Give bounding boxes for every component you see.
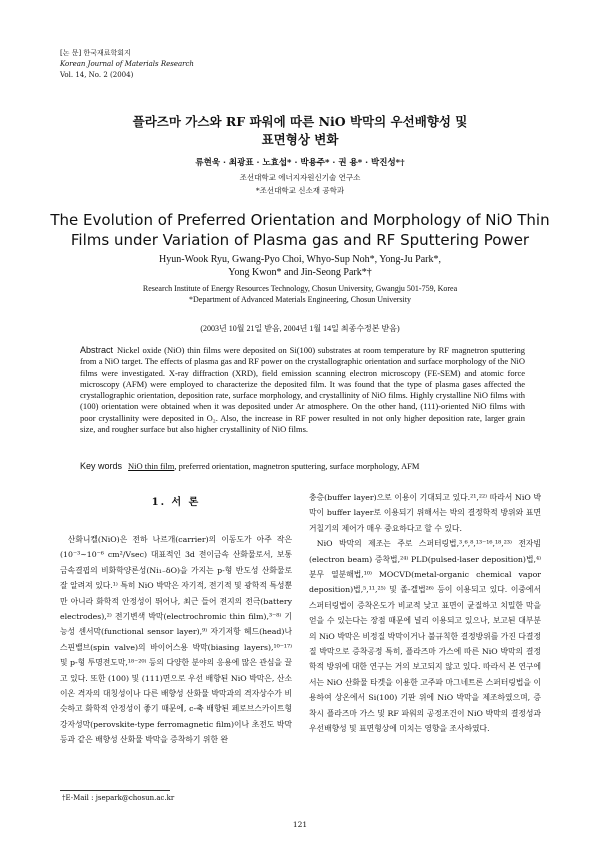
- abstract: [80, 345, 525, 435]
- english-authors-line1: Hyun-Wook Ryu, Gwang-Pyo Choi, Whyo-Sup Noh*, Yong-Ju Park*,: [159, 254, 441, 265]
- english-affiliation-1: Research Institute of Energy Resources Technology, Chosun University, Gwangju 501-759, Korea: [142, 284, 458, 293]
- footnote: †E-Mail : jsepark@chosun.ac.kr: [62, 794, 175, 802]
- keywords: [80, 461, 525, 471]
- abstract-label: Abstract: [80, 345, 114, 355]
- english-title-line2: Films under Variation of Plasma gas and RF Sputtering Power: [70, 231, 530, 249]
- english-authors-line2: Yong Kwon* and Jin-Seong Park*†: [228, 267, 372, 278]
- journal-volume: Vol. 14, No. 2 (2004): [60, 71, 134, 79]
- keywords-label: Key words: [80, 461, 123, 471]
- page-number: 121: [292, 820, 308, 829]
- right-column: [309, 490, 541, 737]
- korean-title-line2: 표면형상 변화: [261, 132, 339, 147]
- footnote-rule: [60, 790, 170, 791]
- abstract-text: Nickel oxide (NiO) thin films were deposited on Si(100) substrates at room temperature by RF magnetron sputtering from a NiO target. The effects of plasma gas and RF power on the crystallographic orientation and surface morphology of the NiO films were investigated. X-ray diffraction (XRD), field emission scanning electron microscopy (FE-SEM) and atomic force microscopy (AFM) were employed to characterize the deposited film. It was found that the type of plasma gases affected the crystallographic orientation, deposition rate, surface morphology, and crystallinity of NiO films. Highly crystalline NiO films with (100) orientation were obtained when it was deposited under Ar atmosphere. On the other hand, (111)-oriented NiO films with poor crystallinity were deposited in O₂. Also, the increase in RF power resulted in not only higher deposition rate, larger grain size, and rougher surface but also higher crystallinity of NiO films.: [80, 345, 525, 435]
- right-paragraph-1: 충층(buffer layer)으로 이용이 기대되고 있다.²¹,²²⁾ 따라서 NiO 박막이 buffer layer로 이용되기 위해서는 박의 결정학적 방위와 표면 거칠기의 제어가 매우 중요하다고 할 수 있다.: [309, 493, 541, 533]
- korean-title: [60, 113, 540, 149]
- korean-affiliation-2: *조선대학교 신소재 공학과: [255, 186, 345, 195]
- left-column: [60, 532, 292, 748]
- left-paragraph: 산화니켈(NiO)은 전하 나르개(carrier)의 이동도가 아주 작은 (10⁻³~10⁻⁶ cm²/Vsec) 대표적인 3d 전이금속 산화물로서, 보통 금속결핍의 비화학양론성(Ni₁₋δO)을 가지는 p-형 반도성 산화물로 잘 알려져 있다.¹⁾ 특히 NiO 박막은 자기적, 전기적 및 광학적 특성뿐만 아니라 화학적 안정성이 뛰어나, 최근 들어 전지의 전극(battery electrodes),²⁾ 전기변색 박막(electrochromic thin film),³⁻⁸⁾ 기능성 센서막(functional sensor layer),⁹⁾ 자기저항 헤드(head)나 스핀밸브(spin valve)의 바이어스용 박막(biasing layers),¹⁰⁻¹⁷⁾ 및 p-형 투명전도막,¹⁸⁻²⁰⁾ 등의 다양한 분야의 응용에 많은 관심을 끌고 있다. 또한 (100) 및 (111)면으로 우선 배향된 NiO 박막은, 산소이온 격자의 대칭성이나 다른 배향성 산화물 박막과의 격자상수가 비슷하고 화학적 안정성이 좋기 때문에, c-축 배향된 페로브스카이트형 강자성막(perovskite-type ferromagnetic film)이나 초전도 박막 등과 같은 배향성 산화물 박막을 증착하기 위한 완: [60, 535, 292, 745]
- journal-header: [60, 48, 194, 81]
- korean-authors: 류현욱 · 최광표 · 노효섭* · 박용주* · 권 용* · 박진성*†: [195, 158, 405, 168]
- received-dates: (2003년 10월 21일 받음, 2004년 1월 14일 최종수정본 받음): [200, 324, 400, 333]
- english-title: [40, 210, 560, 250]
- english-affiliation-2: *Department of Advanced Materials Engineering, Chosun University: [189, 295, 411, 304]
- english-affiliations: [60, 283, 540, 305]
- english-title-line1: The Evolution of Preferred Orientation and Morphology of NiO Thin: [50, 211, 550, 229]
- journal-name: Korean Journal of Materials Research: [60, 60, 194, 68]
- journal-label: [논 문] 한국재료학회지: [60, 49, 131, 57]
- right-paragraph-2: NiO 박막의 제조는 주로 스퍼터링법,³,⁶,⁸,¹³⁻¹⁶,¹⁸,²³⁾ 전자빔(electron beam) 증착법,²⁴⁾ PLD(pulsed-laser deposition)법,⁴⁾ 분무 열분해법,¹⁰⁾ MOCVD(metal-organic chemical vapor deposition)법,⁵,¹¹,²⁵⁾ 및 졸-겔법²⁶⁾ 등이 이용되고 있다. 이중에서 스퍼터링법이 증착온도가 비교적 낮고 표면이 균질하고 치밀한 막을 얻을 수 있는다는 장점 때문에 널리 이용되고 있으나, 보고된 대부분의 NiO 박막은 비정질 박막이거나 불규칙한 결정방위를 가진 다결정질 박막으로 증착공정 특히, 플라즈마 가스에 따른 NiO 박막의 결정학적 방위에 대한 연구는 거의 보고되지 않고 있다. 따라서 본 연구에서는 NiO 산화물 타겟을 이용한 고주파 마그네트론 스퍼터링법을 이용하여 상온에서 Si(100) 기판 위에 NiO 박막을 제조하였으며, 증착시 플라즈마 가스 및 RF 파워의 공정조건이 NiO 박막의 결정성과 우선배향성 및 표면형상에 미치는 영향을 조사하였다.: [309, 539, 541, 734]
- english-authors: [60, 253, 540, 279]
- keyword-first: NiO thin film: [128, 461, 175, 471]
- section-title: 1. 서 론: [151, 497, 201, 508]
- korean-title-line1: 플라즈마 가스와 RF 파워에 따른 NiO 박막의 우선배향성 및: [132, 114, 468, 129]
- keywords-rest: , preferred orientation, magnetron sputtering, surface morphology, AFM: [174, 461, 420, 471]
- korean-affiliation-1: 조선대학교 에너지자원신기술 연구소: [239, 173, 361, 182]
